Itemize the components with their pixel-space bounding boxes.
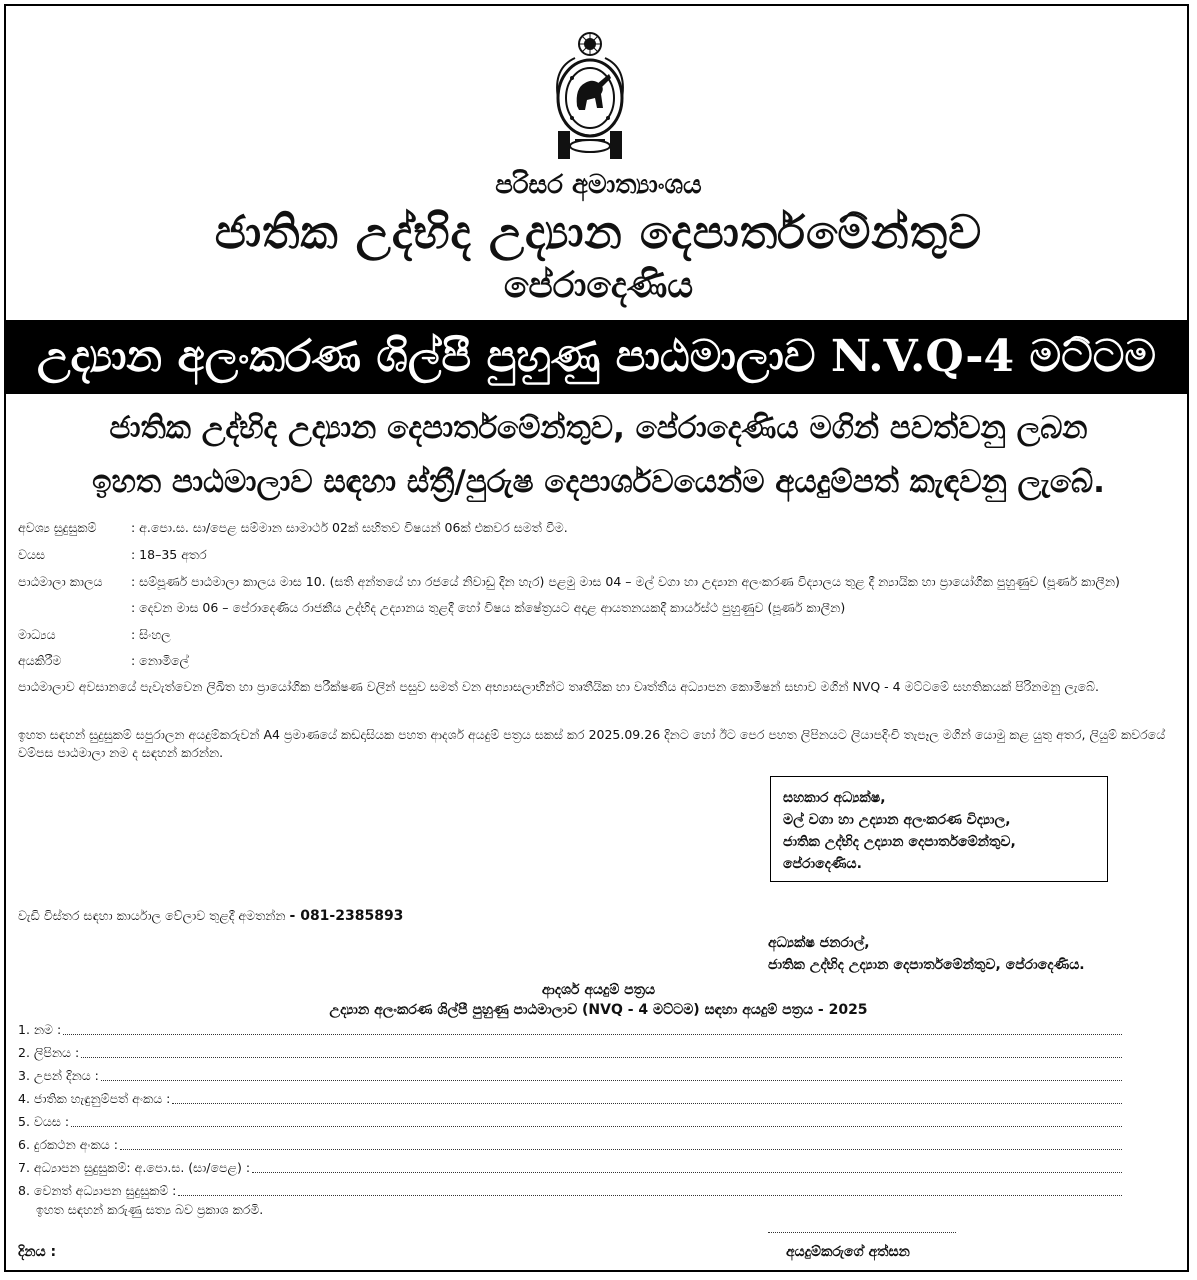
requirement-value: : සම්පූර්ණ පාඨමාලා කාලය මාස 10. (සති අන්තයේ හා රජයේ නිවාඩු දින හැර) පළමු මාස 04 – මල් වගා හා උද්‍යාන අලංකරණ විද්‍යාලය තුළ දී න්‍යායික හා ප්‍රායෝගික පුහුණුව (පූර්ණ කාලීන) bbox=[131, 574, 1120, 589]
address-line: ජාතික උද්භිද උද්‍යාන දෙපාර්තමේන්තුව, bbox=[783, 834, 1016, 850]
field-label: 5. වයස : bbox=[18, 1114, 70, 1129]
requirement-label: අවශ්‍ය සුදුසුකම් bbox=[18, 520, 97, 535]
signature-label: අයදුම්කරුගේ අත්සන bbox=[786, 1244, 910, 1260]
director-dept: ජාතික උද්භිද උද්‍යාන දෙපාර්තමේන්තුව, පේරාදෙණිය. bbox=[768, 957, 1085, 973]
nvq-level: N.V.Q-4 bbox=[830, 331, 1015, 382]
address-line: මල් වගා හා උද්‍යාන අලංකරණ විද්‍යාල, bbox=[783, 812, 1011, 828]
requirement-value: : නොමිලේ bbox=[131, 653, 189, 668]
location-name: පේරාදෙණිය bbox=[503, 265, 694, 306]
form-field-ol-qualification bbox=[18, 1156, 1122, 1176]
department-name: ජාතික උද්භිද උද්‍යාන දෙපාර්තමේන්තුව bbox=[214, 205, 983, 259]
intro-line-1: ජාතික උද්භිද උද්‍යාන දෙපාර්තමේන්තුව, පේරාදෙණිය මගින් පවත්වනු ලබන bbox=[109, 410, 1088, 446]
form-field-name bbox=[18, 1018, 1122, 1038]
field-line[interactable] bbox=[81, 1045, 1122, 1058]
address-box bbox=[770, 776, 1108, 882]
date-label: දිනය : bbox=[18, 1244, 57, 1260]
field-label: 8. වෙනත් අධ්‍යාපන සුදුසුකම් : bbox=[18, 1183, 177, 1198]
form-field-address bbox=[18, 1041, 1122, 1061]
contact-phone: - 081-2385893 bbox=[289, 908, 404, 924]
signature-line[interactable] bbox=[768, 1232, 956, 1233]
contact-info bbox=[18, 908, 403, 924]
field-label: 7. අධ්‍යාපන සුදුසුකම්: අ.පො.ස. (සා/පෙළ) : bbox=[18, 1160, 251, 1175]
field-line[interactable] bbox=[252, 1160, 1122, 1173]
field-label: 4. ජාතික හැඳුනුම්පත් අංකය : bbox=[18, 1091, 171, 1106]
intro-line-2: ඉහත පාඨමාලාව සඳහා ස්ත්‍රී/පුරුෂ දෙපාර්ශවයෙන්ම අයදුම්පත් කැඳවනු ලැබේ. bbox=[92, 464, 1105, 500]
director-signature-block bbox=[768, 932, 1085, 976]
application-paragraph: ඉහත සඳහන් සුදුසුකම් සපුරාලන අයදුම්කරුවන් A4 ප්‍රමාණයේ කඩදාසියක පහත ආදර්ශ අයදුම් පත්‍රය සකස් කර 2025.09.26 දිනට හෝ ඊට පෙර පහත ලිපිනයට ලියාපදිංචි තැපෑල මගින් යොමු කළ යුතු අතර, ලියුම් කවරයේ වම්පස පාඨමාලා නම ද සඳහන් කරන්න. bbox=[18, 727, 1166, 760]
field-line[interactable] bbox=[178, 1183, 1122, 1196]
field-line[interactable] bbox=[101, 1068, 1122, 1081]
requirement-label: පාඨමාලා කාලය bbox=[18, 574, 103, 589]
address-line: පේරාදෙණිය. bbox=[783, 856, 862, 872]
certificate-paragraph: පාඨමාලාව අවසානයේ පැවැත්වෙන ලිඛිත හා ප්‍රායෝගික පරීක්ෂණ වලින් පසුව සමත් වන අභ්‍යාසලාභීන්ට තෘතීයික හා වෘත්තීය අධ්‍යාපන කොමිෂන් සභාව මගින් NVQ - 4 මට්ටමේ සහතිකයක් පිරිනමනු ලැබේ. bbox=[18, 679, 1099, 694]
field-label: 1. නම : bbox=[18, 1022, 62, 1037]
field-label: 6. දුරකථන අංකය : bbox=[18, 1137, 118, 1152]
form-field-nic bbox=[18, 1087, 1122, 1107]
form-field-birthdate bbox=[18, 1064, 1122, 1084]
level-word: මට්ටම bbox=[1029, 331, 1157, 382]
field-line[interactable] bbox=[120, 1137, 1122, 1150]
field-line[interactable] bbox=[63, 1022, 1122, 1035]
requirement-value: : අ.පො.ස. සා/පෙළ සම්මාන සාමාර්ථ 02ක් සහිතව විෂයන් 06ක් එකවර සමත් වීම. bbox=[131, 520, 568, 535]
requirement-label: අයකිරීම bbox=[18, 653, 62, 668]
requirement-value: : දෙවන මාස 06 – පේරාදෙණිය රාජකීය උද්භිද උද්‍යානය තුළදී හෝ විෂය ක්ෂේත්‍රයට අදාළ ආයතනයකදී කාර්යස්ථ පුහුණුව (පූර්ණ කාලීන) bbox=[131, 600, 846, 615]
form-heading: ආදර්ශ අයදුම් පත්‍රය bbox=[541, 982, 656, 998]
field-line[interactable] bbox=[71, 1114, 1122, 1127]
form-subheading: උද්‍යාන අලංකරණ ශිල්පී පුහුණු පාඨමාලාව (NVQ - 4 මට්ටම) සඳහා අයදුම් පත්‍රය - 2025 bbox=[329, 1002, 868, 1018]
declaration-text: ඉහත සඳහන් කරුණු සත්‍ය බව ප්‍රකාශ කරමි. bbox=[36, 1202, 264, 1217]
course-title: උද්‍යාන අලංකරණ ශිල්පී පුහුණු පාඨමාලාව bbox=[36, 331, 816, 382]
sri-lanka-emblem-icon bbox=[545, 28, 635, 168]
director-title: අධ්‍යක්ෂ ජනරාල්, bbox=[768, 935, 870, 951]
address-line: සහකාර අධ්‍යක්ෂ, bbox=[783, 790, 886, 806]
field-label: 3. උපන් දිනය : bbox=[18, 1068, 99, 1083]
form-field-other-qualification bbox=[18, 1179, 1122, 1199]
requirement-label: මාධ්‍යය bbox=[18, 627, 56, 642]
requirement-value: : සිංහල bbox=[131, 627, 171, 642]
form-field-phone bbox=[18, 1133, 1122, 1153]
form-field-age bbox=[18, 1110, 1122, 1130]
requirement-label: වයස bbox=[18, 547, 45, 562]
course-title-banner bbox=[6, 320, 1187, 394]
ministry-name: පරිසර අමාත්‍යාංශය bbox=[495, 170, 702, 200]
contact-text: වැඩි විස්තර සඳහා කාර්යාල වේලාව තුළදී අමතන්න bbox=[18, 908, 286, 923]
requirement-value: : 18–35 අතර bbox=[131, 547, 207, 562]
field-line[interactable] bbox=[172, 1091, 1122, 1104]
field-label: 2. ලිපිනය : bbox=[18, 1045, 80, 1060]
